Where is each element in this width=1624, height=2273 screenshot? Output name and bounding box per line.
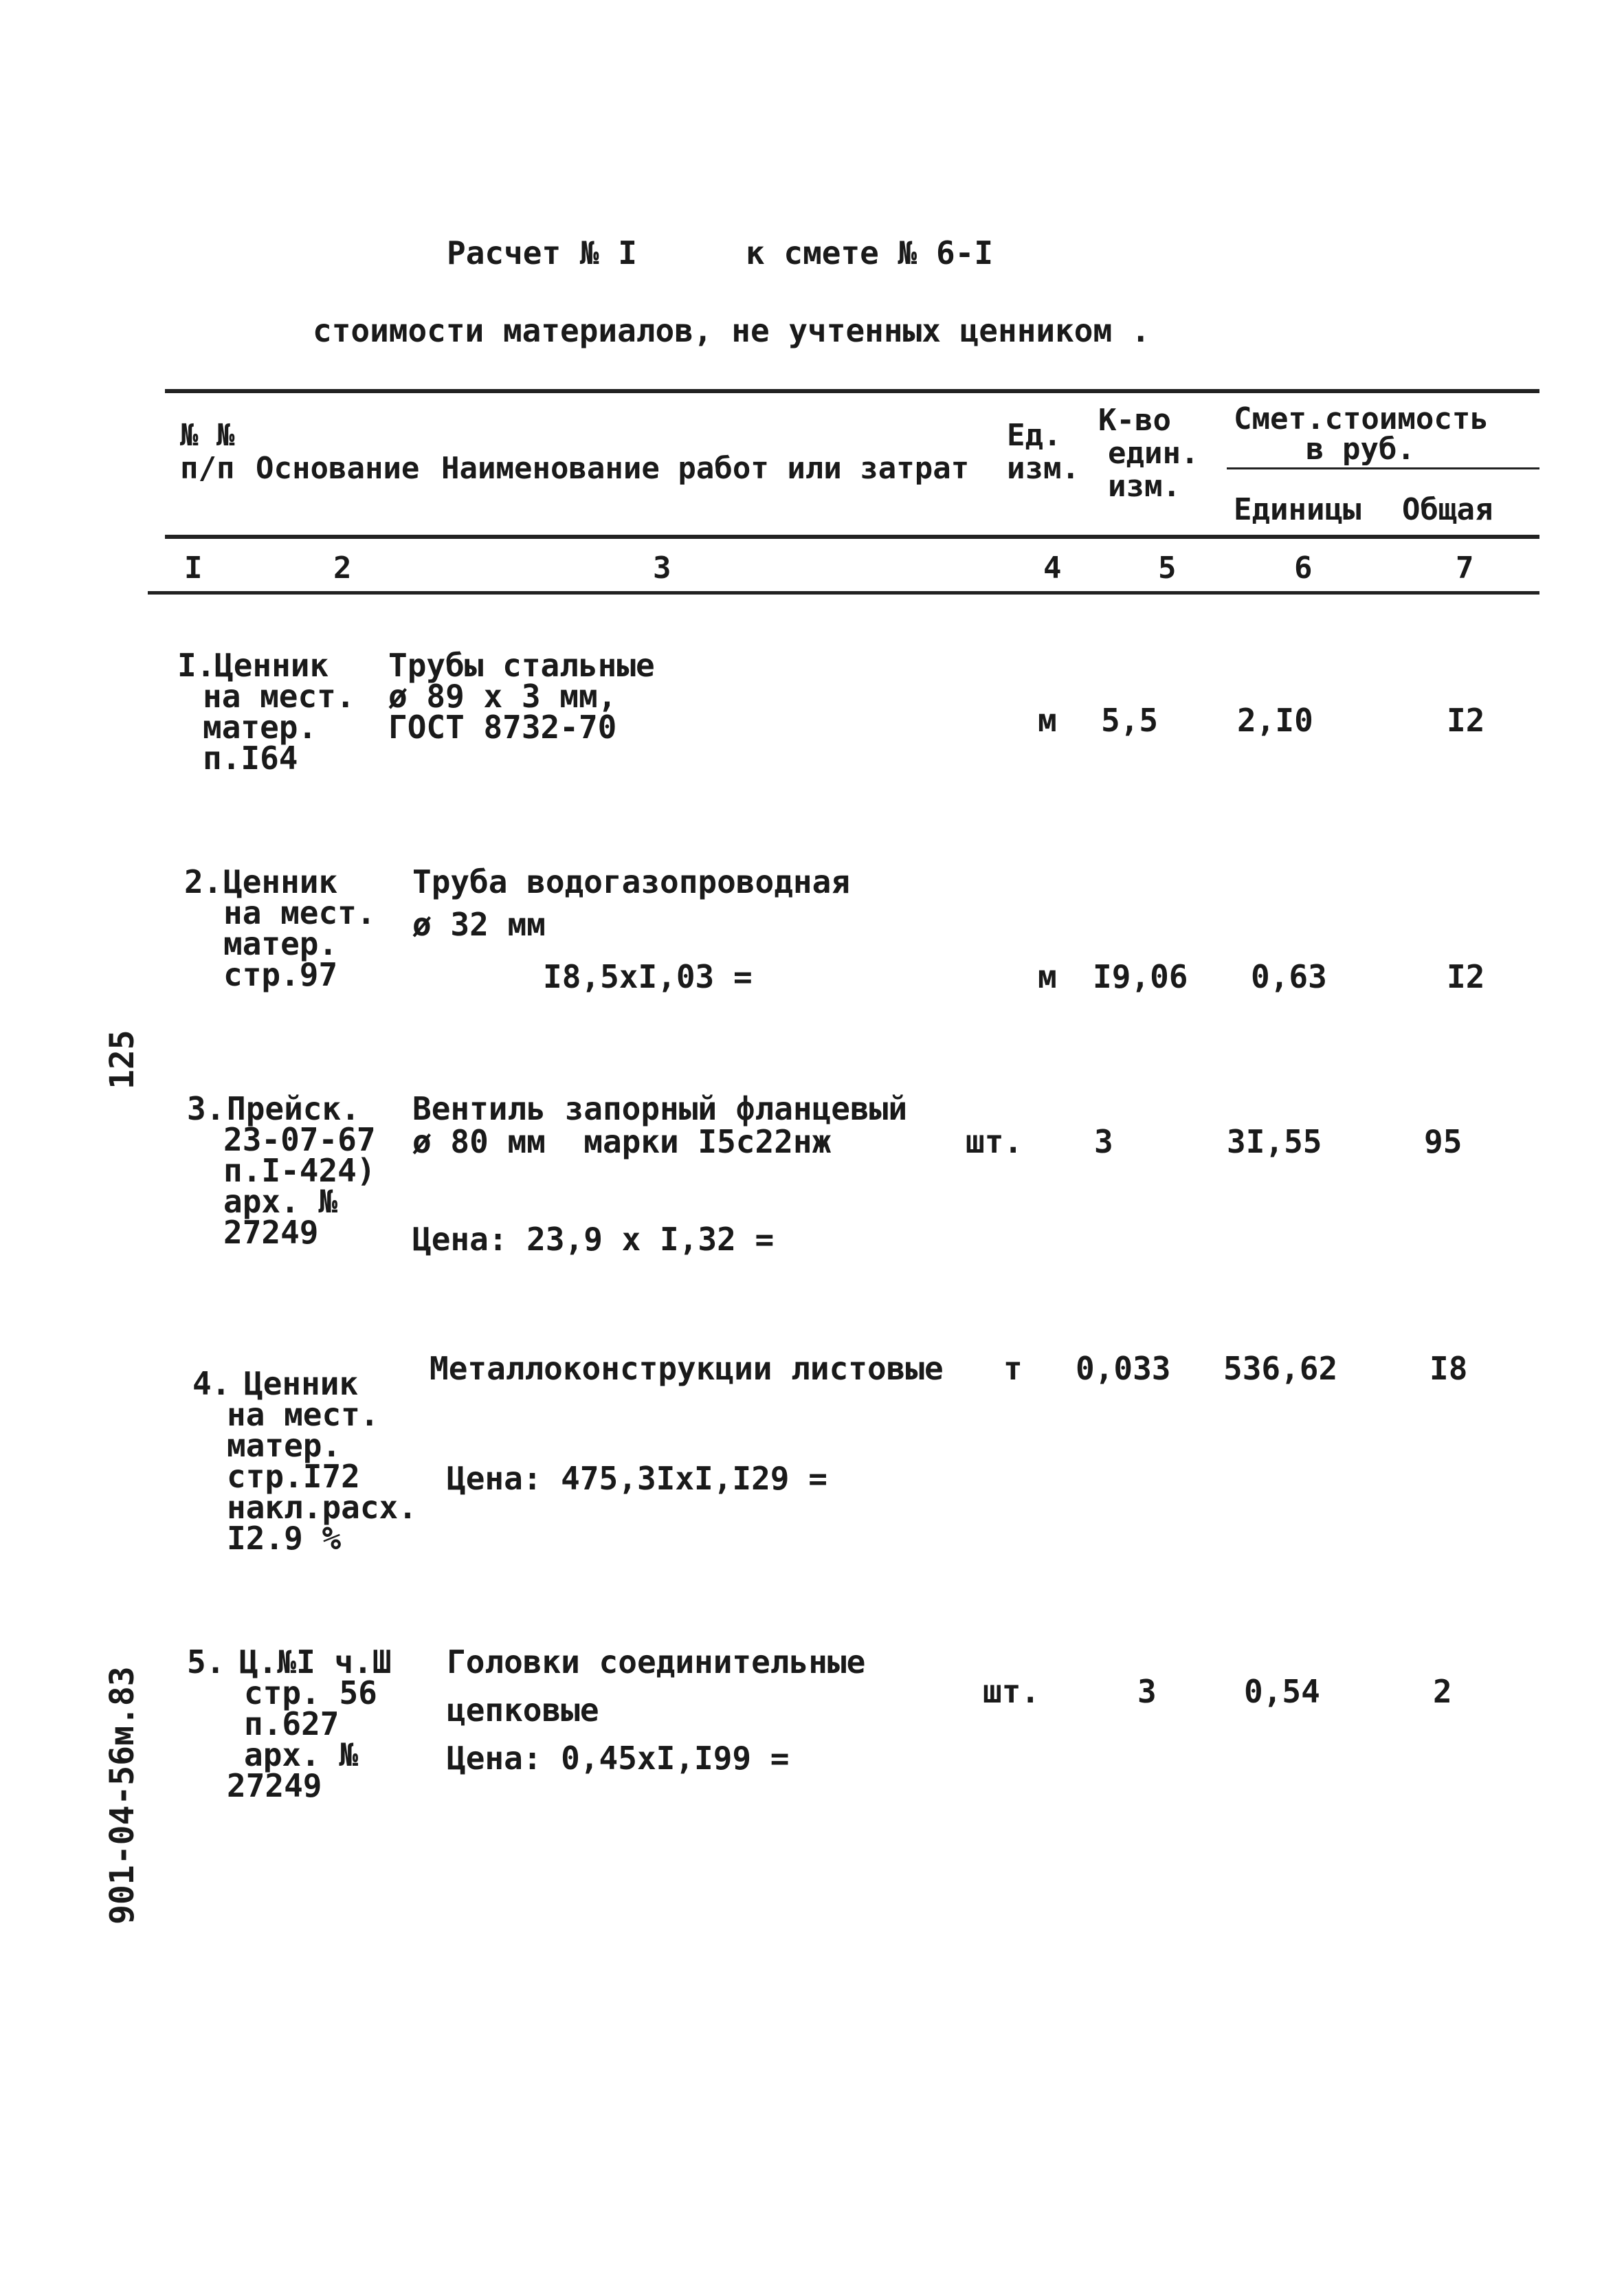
colnum-3: 3 (653, 551, 671, 586)
row-unit: т (1003, 1350, 1023, 1387)
row-name-line: ø 32 мм (412, 906, 546, 943)
table-top-rule (165, 389, 1539, 393)
row-name-line: Трубы стальные (388, 647, 655, 684)
row-basis-line: п.I-424) (223, 1152, 376, 1189)
row-name-line: Цена: 0,45хI,I99 = (447, 1740, 790, 1777)
header-qty-line3: изм. (1108, 469, 1181, 504)
header-qty-line1: К-во (1098, 403, 1171, 438)
row-total: 95 (1424, 1123, 1462, 1160)
header-unit-line2: изм. (1007, 451, 1080, 486)
row-name-line: Цена: 475,3IхI,I29 = (447, 1460, 827, 1497)
row-basis-line: 23-07-67 (223, 1121, 376, 1158)
colnum-7: 7 (1456, 551, 1474, 586)
row-basis-line: п.I64 (203, 740, 298, 777)
row-name-line: Вентиль запорный фланцевый (412, 1090, 908, 1127)
row-basis-line: 27249 (227, 1767, 322, 1804)
header-qty-line2: един. (1108, 436, 1199, 471)
header-cost-group-line2: в руб. (1306, 432, 1415, 467)
row-basis-line: на мест. (203, 678, 355, 715)
row-unit: м (1038, 702, 1057, 739)
row-basis-line: I2.9 % (227, 1520, 342, 1557)
row-qty: I9,06 (1093, 958, 1188, 995)
row-unit-cost: 2,I0 (1237, 702, 1313, 739)
row-name-line: Цена: 23,9 х I,32 = (412, 1221, 775, 1258)
row-basis-line: Прейск. (227, 1090, 360, 1127)
row-basis-line: Ц.№I ч.Ш (239, 1643, 392, 1681)
row-number: 5. (187, 1643, 225, 1681)
row-name-line: Головки соединительные (447, 1643, 866, 1681)
margin-project-code: 901-04-56м.83 (103, 1666, 142, 1925)
row-name-line: ГОСТ 8732-70 (388, 709, 617, 746)
row-basis-line: Ценник (244, 1365, 359, 1402)
header-basis: Основание (256, 451, 420, 486)
title-right: к смете № 6-I (746, 234, 994, 271)
row-total: I2 (1447, 702, 1485, 739)
row-name-line: ø 80 мм марки I5с22нж (412, 1123, 832, 1160)
row-total: 2 (1433, 1673, 1452, 1710)
row-number: 3. (187, 1090, 225, 1127)
header-cost-group-line1: Смет.стоимость (1234, 401, 1489, 436)
row-unit: м (1038, 958, 1057, 995)
row-name-line: ø 89 х 3 мм, (388, 678, 617, 715)
row-basis-line: Ценник (223, 863, 338, 900)
colnum-4: 4 (1043, 551, 1062, 586)
row-number: I. (177, 647, 216, 684)
header-unit-line1: Ед. (1007, 418, 1062, 453)
row-basis-line: 27249 (223, 1214, 319, 1251)
row-basis-line: Ценник (214, 647, 329, 684)
row-basis-line: матер. (203, 709, 318, 746)
row-unit-cost: 536,62 (1223, 1350, 1338, 1387)
row-basis-line: на мест. (223, 894, 376, 931)
row-qty: 0,033 (1076, 1350, 1171, 1387)
row-number: 4. (192, 1365, 231, 1402)
row-basis-line: на мест. (227, 1396, 379, 1433)
colnum-bottom-rule (148, 591, 1539, 595)
row-unit-cost: 0,54 (1244, 1673, 1320, 1710)
title-left: Расчет № I (447, 234, 637, 271)
row-basis-line: накл.расх. (227, 1489, 417, 1526)
row-qty: 3 (1137, 1673, 1157, 1710)
row-unit: шт. (966, 1123, 1023, 1160)
title-subtitle: стоимости материалов, не учтенных ценником . (313, 312, 1150, 349)
header-num-line1: № № (180, 418, 235, 453)
row-basis-line: п.627 (244, 1705, 340, 1742)
row-basis-line: стр. 56 (244, 1674, 377, 1711)
header-name: Наименование работ или затрат (441, 451, 970, 486)
row-basis-line: арх. № (223, 1183, 338, 1220)
row-number: 2. (184, 863, 223, 900)
row-name-line: Труба водогазопроводная (412, 863, 850, 900)
row-unit-cost: 0,63 (1251, 958, 1327, 995)
row-qty: 5,5 (1101, 702, 1159, 739)
row-total: I2 (1447, 958, 1485, 995)
row-basis-line: стр.97 (223, 956, 338, 993)
row-basis-line: матер. (223, 925, 338, 962)
row-unit-cost: 3I,55 (1227, 1123, 1322, 1160)
colnum-1: I (184, 551, 203, 586)
colnum-2: 2 (333, 551, 352, 586)
header-bottom-rule (165, 535, 1539, 539)
row-total: I8 (1430, 1350, 1468, 1387)
header-cost-unit: Единицы (1234, 492, 1361, 527)
row-qty: 3 (1094, 1123, 1113, 1160)
row-basis-line: стр.I72 (227, 1458, 360, 1495)
colnum-6: 6 (1294, 551, 1313, 586)
row-name-line: Металлоконструкции листовые (430, 1350, 944, 1387)
row-basis-line: арх. № (244, 1736, 359, 1773)
row-unit: шт. (983, 1673, 1041, 1710)
row-name-line: I8,5хI,03 = (543, 958, 753, 995)
cost-group-rule (1227, 467, 1539, 469)
row-basis-line: матер. (227, 1427, 342, 1464)
header-cost-total: Общая (1402, 492, 1493, 527)
row-name-line: цепковые (447, 1692, 599, 1729)
colnum-5: 5 (1158, 551, 1177, 586)
margin-page-number: 125 (103, 1030, 142, 1089)
header-num-line2: п/п (180, 451, 235, 486)
